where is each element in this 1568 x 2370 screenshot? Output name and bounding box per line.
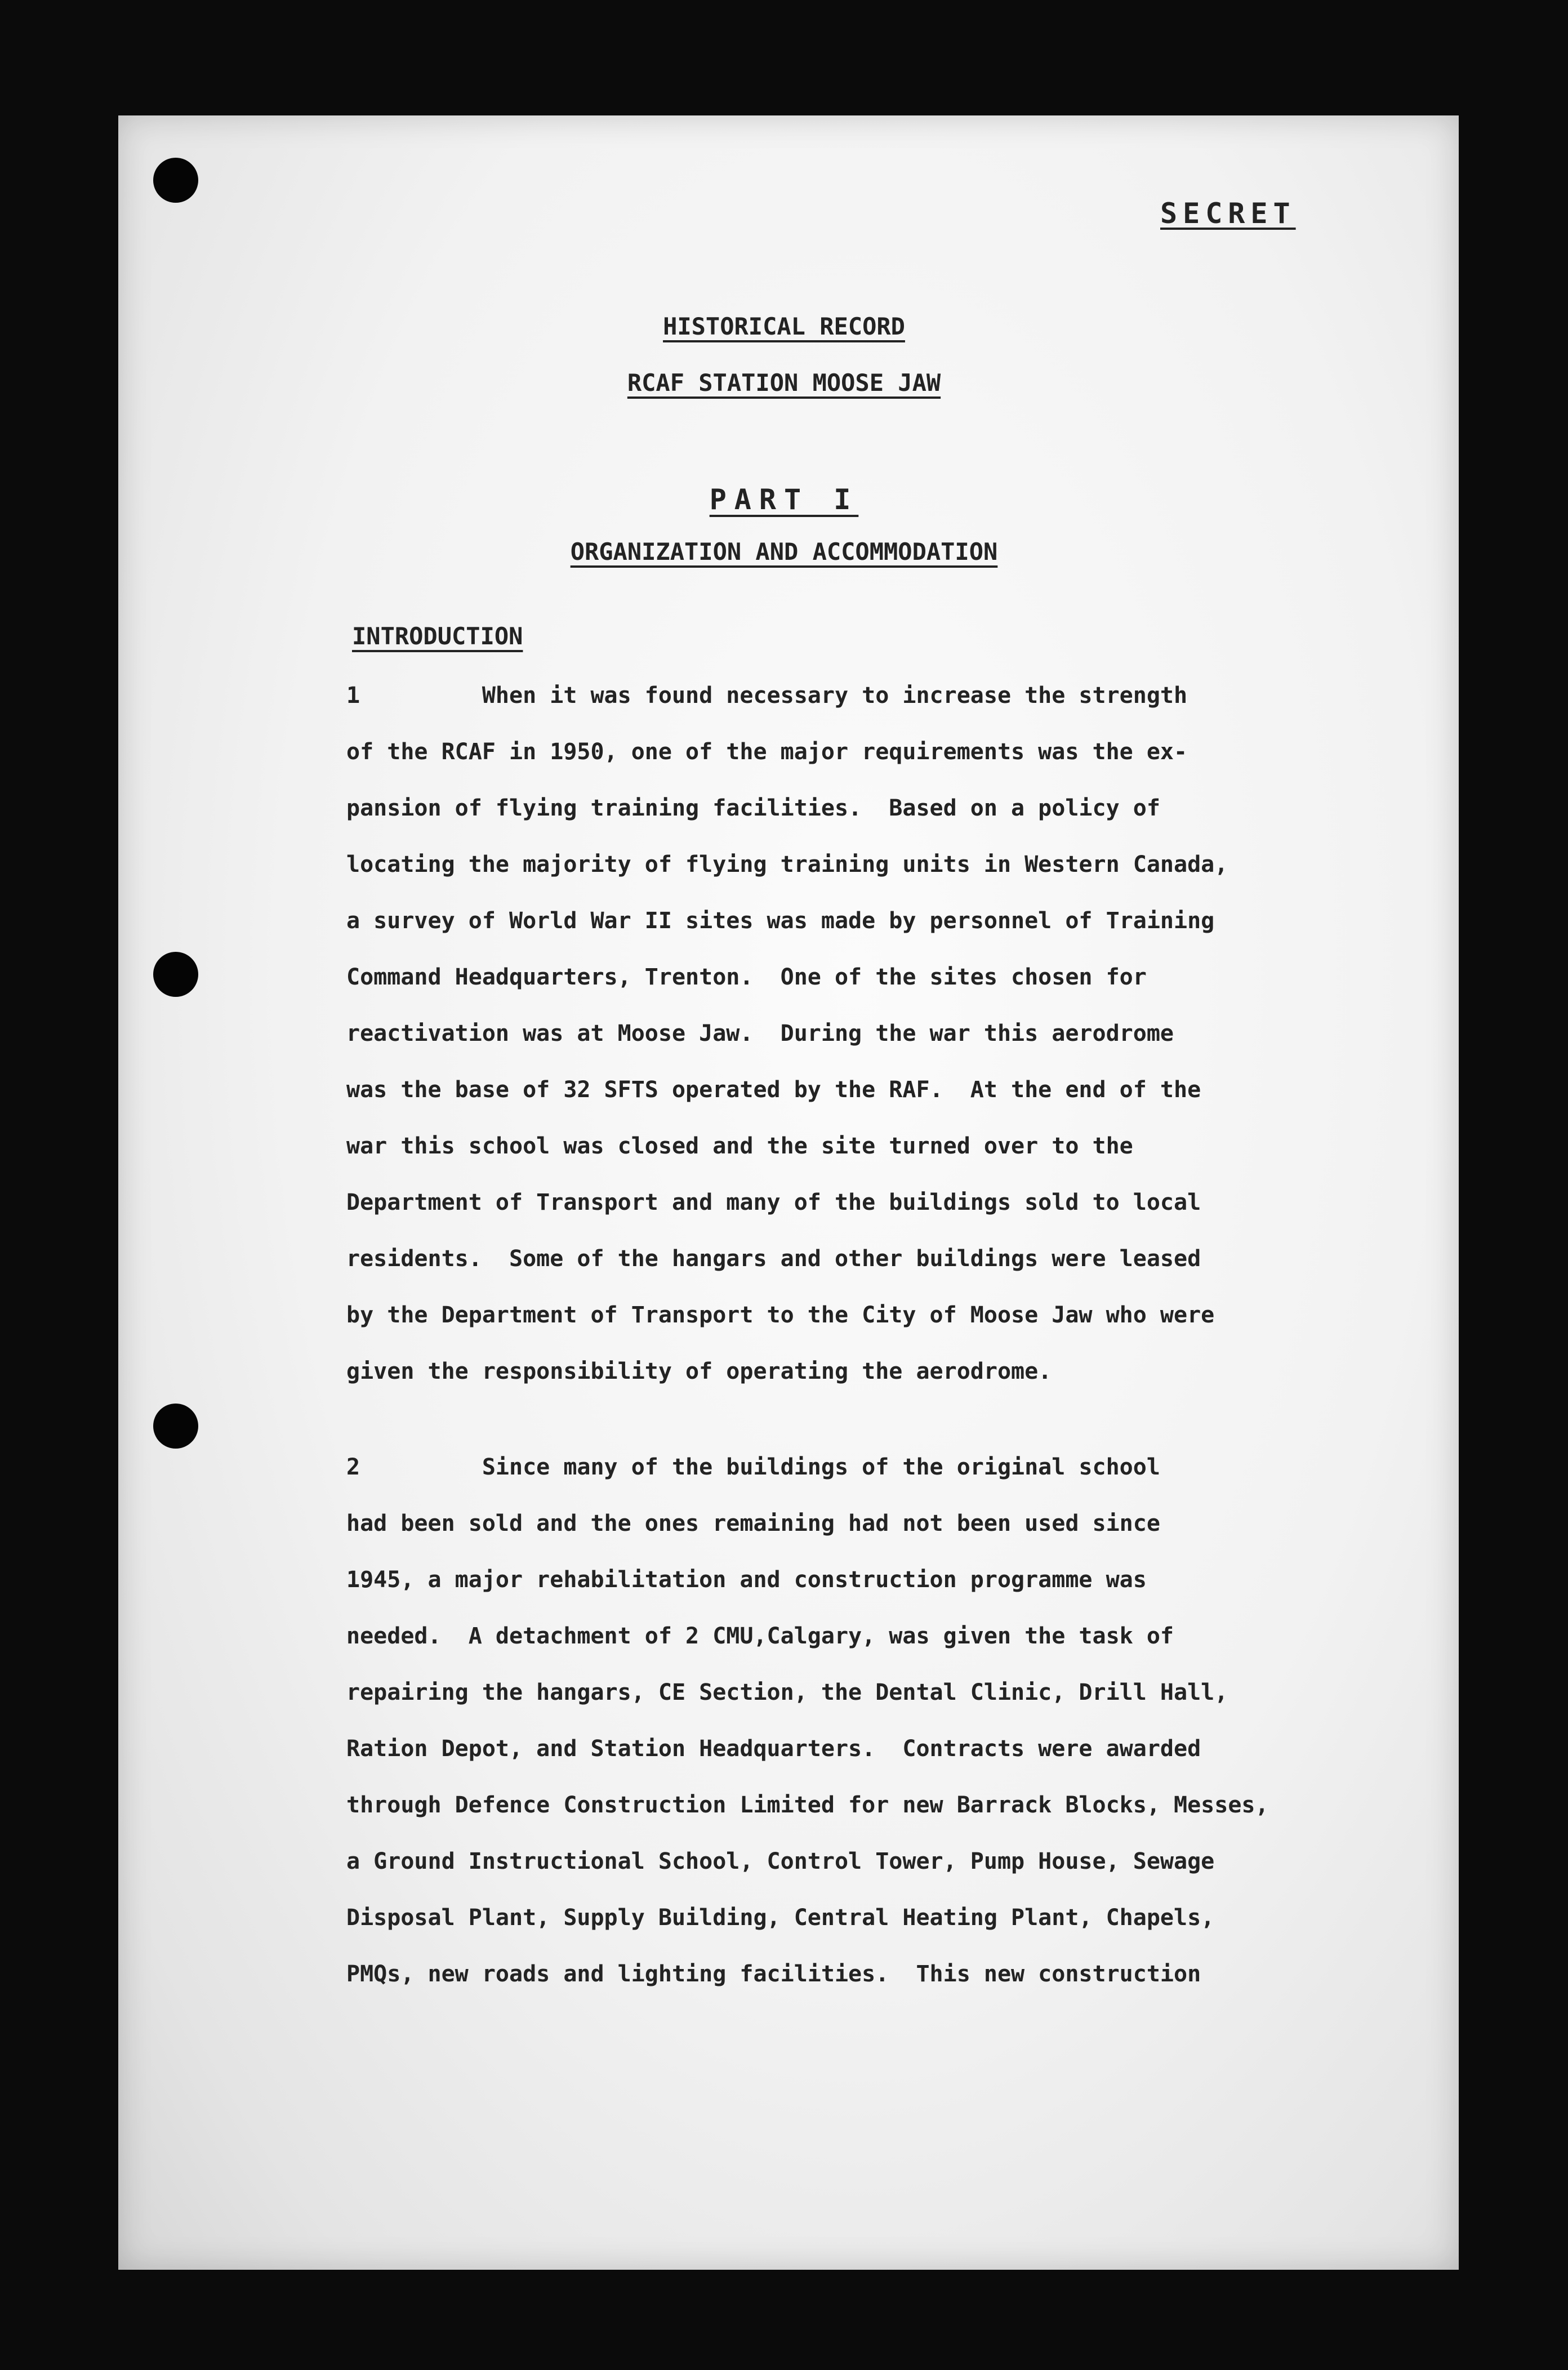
classification-marking: SECRET (1160, 197, 1296, 230)
paragraph-1: 1 When it was found necessary to increase the strength of the RCAF in 1950, one of the major requirements was the ex- pansion of flying training facilities. Based on a policy of locating the majority of flying training units in Western Canada, a survey of World War II sites was made by personnel of Training Command Headquarters, Trenton. One of the sites chosen for reactivation was at Moose Jaw. During the war this aerodrome was the base of 32 SFTS operated by the RAF. At the end of the war this school was closed and the site turned over to the Department of Transport and many of the buildings sold to local residents. Some of the hangars and other buildings were leased by the Department of Transport to the City of Moose Jaw who were given the responsibility of operating the aerodrome. (346, 683, 1228, 1384)
document-subtitle: RCAF STATION MOOSE JAW (627, 369, 941, 397)
punch-hole-middle (153, 952, 198, 997)
punch-hole-lower (153, 1404, 198, 1449)
part-title: ORGANIZATION AND ACCOMMODATION (570, 538, 998, 565)
punch-hole-top (153, 158, 198, 203)
paragraph-2: 2 Since many of the buildings of the original school had been sold and the ones remaining had not been used since 1945, a major rehabilitation and construction programme was needed. A detachment of 2 CMU,Calgary, was given the task of repairing the hangars, CE Section, the Dental Clinic, Drill Hall, Ration Depot, and Station Headquarters. Contracts were awarded through Defence Construction Limited for new Barrack Blocks, Messes, a Ground Instructional School, Control Tower, Pump House, Sewage Disposal Plant, Supply Building, Central Heating Plant, Chapels, PMQs, new roads and lighting facilities. This new construction (346, 1454, 1269, 1987)
document-title: HISTORICAL RECORD (663, 313, 905, 340)
section-heading: INTRODUCTION (352, 622, 523, 650)
part-heading: PART I (709, 483, 859, 516)
